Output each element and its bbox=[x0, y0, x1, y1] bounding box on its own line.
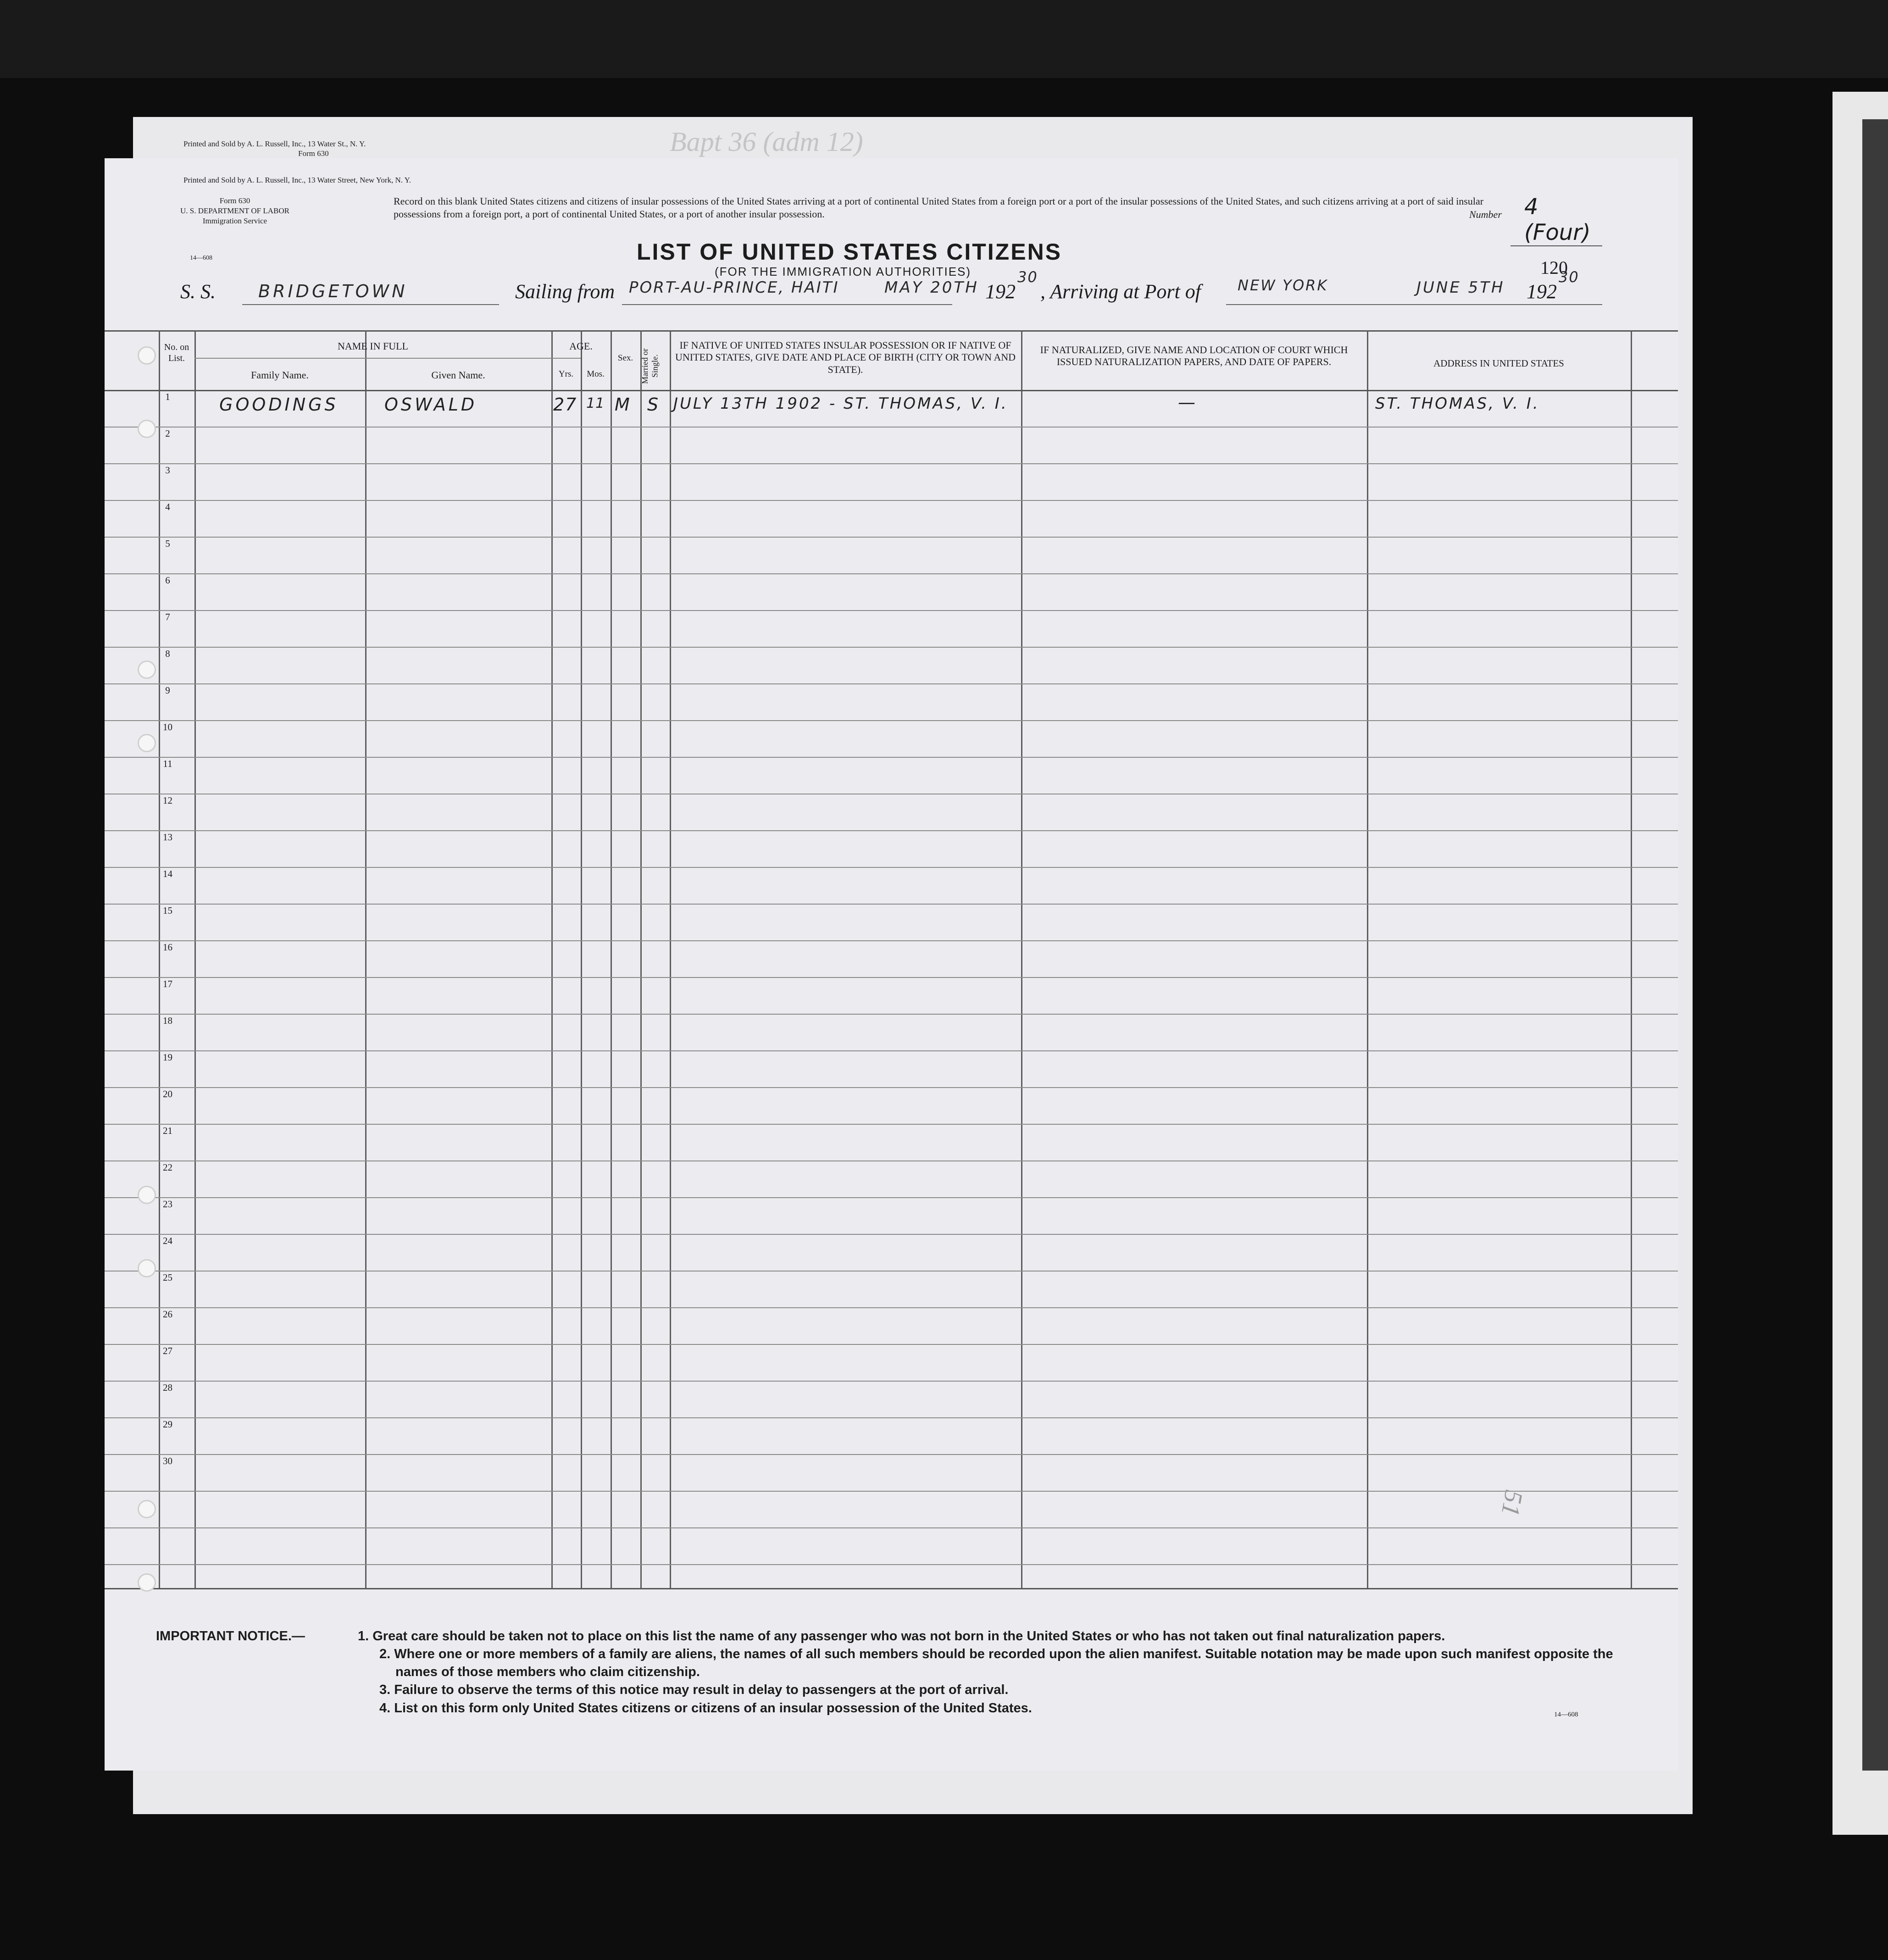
ship-underline bbox=[242, 304, 499, 305]
col-head-family: Family Name. bbox=[251, 369, 309, 381]
page-number: 120 bbox=[1540, 257, 1568, 278]
form-line: U. S. DEPARTMENT OF LABOR bbox=[180, 206, 289, 215]
row-number: 13 bbox=[163, 832, 172, 843]
row-number: 25 bbox=[163, 1272, 172, 1283]
row-rule bbox=[105, 427, 1678, 428]
row-rule bbox=[105, 1160, 1678, 1161]
entry-given-name: OSWALD bbox=[384, 394, 478, 415]
number-value: 4 (Four) bbox=[1510, 194, 1602, 246]
port-from-underline bbox=[622, 304, 952, 305]
row-rule bbox=[105, 647, 1678, 648]
punch-hole bbox=[138, 346, 156, 365]
scan-border-top bbox=[0, 0, 1888, 78]
row-number: 26 bbox=[163, 1309, 172, 1320]
col-rule bbox=[551, 330, 553, 1589]
row-rule bbox=[105, 1491, 1678, 1492]
punch-hole bbox=[138, 1500, 156, 1518]
col-rule bbox=[611, 330, 612, 1589]
form-identifier bbox=[180, 196, 289, 226]
back-form-line: Form 630 bbox=[298, 149, 329, 158]
row-rule bbox=[105, 1344, 1678, 1345]
row-rule bbox=[105, 610, 1678, 611]
row-number: 10 bbox=[163, 722, 172, 733]
notice-item: 1. Great care should be taken not to place on this list the name of any passenger who was not born in the United States or who has not taken out final naturalization papers. bbox=[358, 1629, 1445, 1644]
col-head-mos: Mos. bbox=[587, 369, 605, 379]
col-rule bbox=[194, 330, 196, 1589]
entry-age-months: 11 bbox=[586, 395, 605, 411]
row-number: 27 bbox=[163, 1345, 172, 1356]
col-rule bbox=[1021, 330, 1022, 1589]
row-number: 3 bbox=[165, 465, 170, 476]
row-number: 7 bbox=[165, 611, 170, 622]
arriving-label: , Arriving at Port of bbox=[1040, 280, 1201, 303]
stamp-code: 14—608 bbox=[190, 255, 212, 261]
punch-hole bbox=[138, 1259, 156, 1277]
sailing-label: Sailing from bbox=[515, 280, 615, 303]
col-rule bbox=[640, 330, 642, 1589]
page-title: LIST OF UNITED STATES CITIZENS bbox=[637, 239, 1062, 265]
row-number: 1 bbox=[165, 391, 170, 402]
row-rule bbox=[105, 1271, 1678, 1272]
entry-sex: M bbox=[615, 394, 633, 415]
row-rule bbox=[105, 1564, 1678, 1565]
port-from: PORT-AU-PRINCE, HAITI bbox=[629, 278, 839, 297]
header-sub-rule bbox=[194, 358, 581, 359]
arrive-date: JUNE 5TH bbox=[1416, 278, 1505, 297]
row-rule bbox=[105, 1307, 1678, 1308]
col-head-native: IF NATIVE OF UNITED STATES INSULAR POSSESSION OR IF NATIVE OF UNITED STATES, GIVE DATE AND PLACE OF BIRTH (CITY OR TOWN AND STATE). bbox=[675, 339, 1016, 375]
row-rule bbox=[105, 1381, 1678, 1382]
row-rule bbox=[105, 1087, 1678, 1088]
row-rule bbox=[105, 1234, 1678, 1235]
row-number: 14 bbox=[163, 868, 172, 879]
row-rule bbox=[105, 573, 1678, 574]
table-top-rule bbox=[105, 330, 1678, 332]
depart-year-prefix: 192 bbox=[985, 280, 1016, 303]
row-rule bbox=[105, 1197, 1678, 1198]
instructions-text: Record on this blank United States citizens and citizens of insular possessions of the United States arriving at a port of continental United States from a foreign port or a port of the insular possessions of the United States, and such citizens arriving at a port of said insular possessions from a foreign port, a port of continental United States, or a port of another insular possession. bbox=[394, 195, 1484, 220]
entry-address: ST. THOMAS, V. I. bbox=[1375, 394, 1540, 413]
col-rule bbox=[1631, 330, 1632, 1589]
row-number: 30 bbox=[163, 1455, 172, 1466]
punch-hole bbox=[138, 1186, 156, 1204]
row-rule bbox=[105, 720, 1678, 721]
col-rule bbox=[581, 330, 582, 1589]
entry-age-years: 27 bbox=[553, 394, 578, 415]
row-rule bbox=[105, 1124, 1678, 1125]
row-rule bbox=[105, 940, 1678, 941]
row-number: 23 bbox=[163, 1199, 172, 1210]
important-notice bbox=[156, 1627, 1624, 1717]
col-rule bbox=[670, 330, 671, 1589]
form-line: Form 630 bbox=[219, 196, 250, 205]
footer-code: 14—608 bbox=[1554, 1711, 1578, 1718]
row-number: 17 bbox=[163, 978, 172, 989]
row-rule bbox=[105, 830, 1678, 831]
header-bottom-rule bbox=[105, 390, 1678, 391]
row-rule bbox=[105, 1417, 1678, 1418]
col-rule bbox=[159, 330, 160, 1589]
entry-birth: JULY 13TH 1902 - ST. THOMAS, V. I. bbox=[673, 394, 1008, 413]
row-number: 6 bbox=[165, 575, 170, 586]
row-rule bbox=[105, 537, 1678, 538]
row-number: 28 bbox=[163, 1382, 172, 1393]
col-rule bbox=[1367, 330, 1368, 1589]
entry-marital-status: S bbox=[647, 394, 661, 415]
ship-name: BRIDGETOWN bbox=[258, 281, 408, 301]
col-head-given: Given Name. bbox=[431, 369, 485, 381]
row-number: 9 bbox=[165, 685, 170, 696]
col-head-yrs: Yrs. bbox=[558, 369, 574, 379]
col-head-address: ADDRESS IN UNITED STATES bbox=[1433, 358, 1564, 369]
port-to-underline bbox=[1226, 304, 1602, 305]
row-number: 8 bbox=[165, 648, 170, 659]
row-number: 5 bbox=[165, 538, 170, 549]
row-number: 18 bbox=[163, 1015, 172, 1026]
row-number: 19 bbox=[163, 1052, 172, 1063]
depart-date: MAY 20TH bbox=[884, 278, 979, 297]
notice-item: 4. List on this form only United States citizens or citizens of an insular possession of the United States. bbox=[379, 1700, 1032, 1716]
col-head-no: No. on List. bbox=[164, 342, 189, 363]
row-rule bbox=[105, 500, 1678, 501]
manifest-sheet bbox=[105, 158, 1678, 1771]
ss-label: S. S. bbox=[180, 280, 216, 303]
back-credit-line: Printed and Sold by A. L. Russell, Inc., 13 Water St., N. Y. bbox=[183, 139, 366, 148]
entry-naturalized: — bbox=[1178, 392, 1198, 412]
row-rule bbox=[105, 463, 1678, 464]
row-number: 22 bbox=[163, 1162, 172, 1173]
punch-hole bbox=[138, 420, 156, 438]
notice-item: 2. Where one or more members of a family are aliens, the names of all such members should be recorded upon the alien manifest. Suitable notation may be made upon such manifest opposite the names of those members who claim citizenship. bbox=[379, 1647, 1613, 1680]
row-number: 20 bbox=[163, 1088, 172, 1099]
depart-year-suffix: 30 bbox=[1017, 268, 1038, 286]
row-number: 16 bbox=[163, 942, 172, 953]
notice-item: 3. Failure to observe the terms of this notice may result in delay to passengers at the port of arrival. bbox=[379, 1682, 1009, 1698]
table-bottom-rule bbox=[105, 1588, 1678, 1589]
arrive-year-suffix: 30 bbox=[1559, 268, 1579, 286]
form-line: Immigration Service bbox=[202, 216, 267, 225]
row-number: 21 bbox=[163, 1125, 172, 1136]
back-sheet-credit bbox=[183, 139, 366, 159]
row-number: 15 bbox=[163, 905, 172, 916]
margin-pencil-number: 51 bbox=[1495, 1488, 1528, 1518]
row-rule bbox=[105, 1014, 1678, 1015]
col-head-sex: Sex. bbox=[617, 353, 633, 363]
row-number: 11 bbox=[163, 758, 172, 769]
row-rule bbox=[105, 904, 1678, 905]
page-subtitle: (FOR THE IMMIGRATION AUTHORITIES) bbox=[715, 265, 972, 278]
col-rule bbox=[365, 330, 366, 1589]
row-number: 4 bbox=[165, 501, 170, 512]
col-head-age: AGE. bbox=[569, 340, 593, 352]
row-number: 24 bbox=[163, 1235, 172, 1246]
row-rule bbox=[105, 757, 1678, 758]
punch-hole bbox=[138, 1573, 156, 1592]
number-label: Number bbox=[1469, 209, 1502, 220]
col-head-naturalized: IF NATURALIZED, GIVE NAME AND LOCATION OF COURT WHICH ISSUED NATURALIZATION PAPERS, AND DATE OF PAPERS. bbox=[1040, 344, 1348, 368]
punch-hole bbox=[138, 734, 156, 752]
col-head-name-group: NAME IN FULL bbox=[338, 340, 408, 352]
adjacent-page-shadow bbox=[1862, 119, 1888, 1771]
printer-credit: Printed and Sold by A. L. Russell, Inc., 13 Water Street, New York, N. Y. bbox=[183, 176, 411, 184]
row-rule bbox=[105, 867, 1678, 868]
notice-label: IMPORTANT NOTICE.— bbox=[156, 1629, 305, 1644]
row-number: 29 bbox=[163, 1419, 172, 1430]
back-pencil-note: Bapt 36 (adm 12) bbox=[670, 127, 863, 157]
arrive-year-prefix: 192 bbox=[1527, 280, 1557, 303]
row-rule bbox=[105, 977, 1678, 978]
row-rule bbox=[105, 683, 1678, 684]
entry-family-name: GOODINGS bbox=[219, 394, 339, 415]
row-number: 12 bbox=[163, 795, 172, 806]
row-number: 2 bbox=[165, 428, 170, 439]
punch-hole bbox=[138, 661, 156, 679]
row-rule bbox=[105, 1454, 1678, 1455]
passenger-table bbox=[105, 330, 1678, 1589]
col-head-married: Married or Single. bbox=[640, 348, 660, 384]
row-rule bbox=[105, 1050, 1678, 1051]
row-rule bbox=[105, 1527, 1678, 1528]
port-to: NEW YORK bbox=[1238, 277, 1328, 294]
